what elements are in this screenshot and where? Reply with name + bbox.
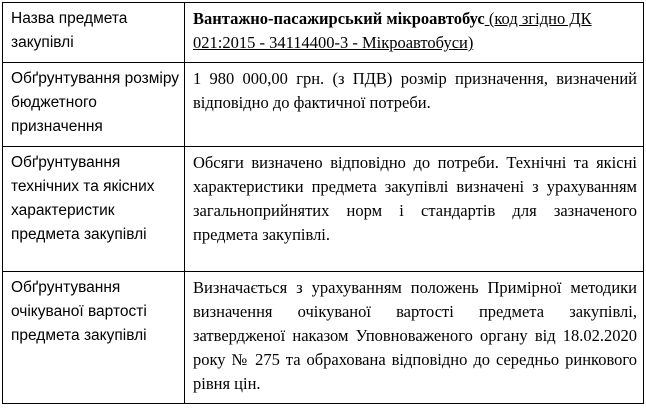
label-cell <box>3 147 185 272</box>
label-cell <box>3 272 185 404</box>
label-cell <box>3 63 185 147</box>
value-cell <box>185 272 644 404</box>
value-cell <box>185 3 644 63</box>
table-row-subject-name <box>3 3 644 63</box>
row-value <box>185 3 643 59</box>
row-value: Визначається з урахуванням положень Примірної методики визначення очікуваної вартості предмета закупівлі, затвердженої наказом Уповноваженого органу від 18.02.2020 року № 275 та обрахована відповідно до середньо ринкового рівня цін. <box>193 278 637 393</box>
table-row-cost-justification <box>3 272 644 404</box>
row-value: Обсяги визначено відповідно до потреби. Технічні та якісні характеристики предмета закупівлі визначені з урахуванням загальноприйнятих норм і стандартів для зазначеного предмета закупівлі. <box>193 153 637 244</box>
procurement-justification-table <box>2 2 644 404</box>
row-label: Обґрунтування очікуваної вартості предмета закупівлі <box>11 279 147 344</box>
value-cell <box>185 63 644 147</box>
table-row-budget-justification <box>3 63 644 147</box>
value-cell <box>185 147 644 272</box>
table-row-technical-justification <box>3 147 644 272</box>
row-label: Обґрунтування розміру бюджетного призначення <box>11 70 180 135</box>
row-label: Обґрунтування технічних та якісних характеристик предмета закупівлі <box>11 154 155 243</box>
subject-code-underlined: (код згідно ДК 021:2015 - 34114400-3 - Мікроавтобуси) <box>193 9 592 52</box>
row-label: Назва предмета закупівлі <box>11 10 128 51</box>
subject-name-bold: Вантажно-пасажирський мікроавтобус <box>193 9 485 28</box>
row-value: 1 980 000,00 грн. (з ПДВ) розмір призначення, визначений відповідно до фактичної потреби. <box>193 69 637 112</box>
label-cell <box>3 3 185 63</box>
